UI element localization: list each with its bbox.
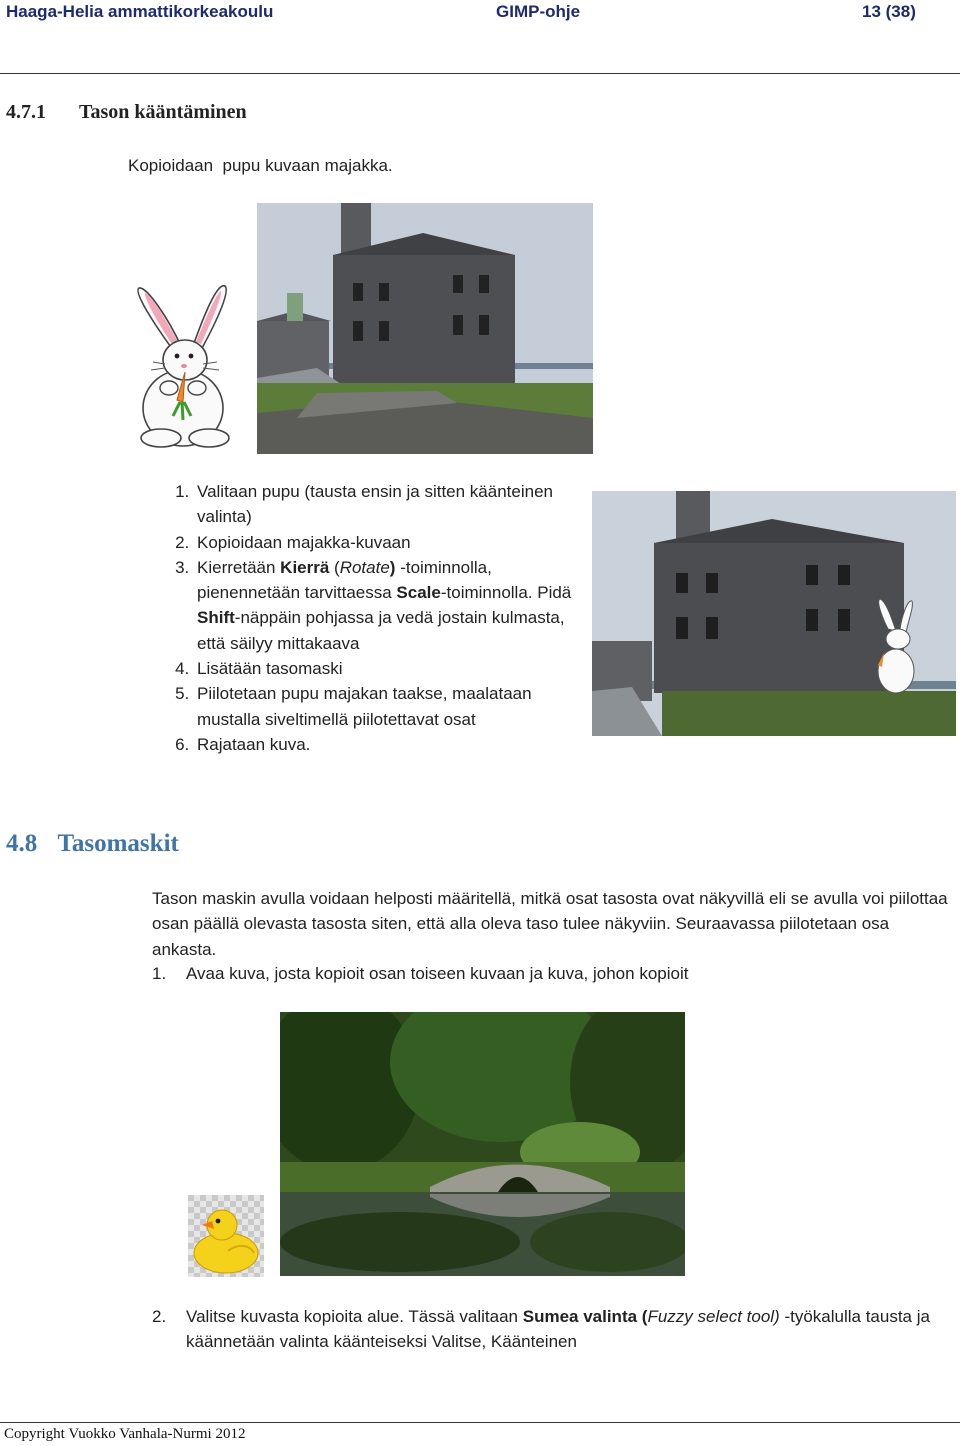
section-intro: Kopioidaan pupu kuvaan majakka. (128, 156, 393, 175)
bridge-photo (280, 1012, 685, 1276)
text-run: Piilotetaan pupu majakan taakse, maalataan mustalla siveltimellä piilotettavat osat (197, 684, 532, 729)
text-run: -työkalulla tausta ja käännetään valinta käänteiseksi Valitse, Käänteinen (186, 1307, 930, 1352)
step-2 (152, 1304, 952, 1355)
step-2-number: 2. (152, 1307, 167, 1326)
text-run: -toiminnolla. Pidä (440, 583, 572, 603)
text-run: Scale (396, 583, 441, 603)
header-doc-title: GIMP-ohje (496, 2, 581, 21)
section-heading-48 (6, 830, 179, 858)
steps-list (160, 479, 580, 757)
step-item (194, 530, 580, 555)
text-run: ( (329, 557, 340, 577)
lighthouse-with-bunny-photo (592, 491, 956, 736)
step-item (194, 732, 580, 757)
text-run: Rotate (339, 557, 390, 577)
step-item (194, 479, 580, 530)
footer-copyright: Copyright Vuokko Vanhala-Nurmi 2012 (4, 1426, 246, 1442)
text-run: Valitaan pupu (tausta ensin ja sitten käänteinen valinta) (197, 482, 553, 527)
section-title: Tasomaskit (57, 830, 179, 857)
step-1-text: Avaa kuva, josta kopioit osan toiseen kuvaan ja kuva, johon kopioit (186, 964, 689, 983)
step-item (194, 555, 580, 656)
section-title: Tason kääntäminen (79, 101, 247, 123)
text-run: Kierretään (197, 557, 281, 577)
text-run: Fuzzy select tool) (647, 1307, 780, 1326)
footer-rule (0, 1422, 960, 1423)
text-run: Kierrä (280, 557, 330, 577)
text-run: Rajataan kuva. (197, 734, 311, 754)
section-number: 4.8 (6, 830, 38, 857)
header-page-number: 13 (38) (862, 2, 916, 21)
lighthouse-photo (257, 203, 593, 454)
text-run: Valitse kuvasta kopioita alue. Tässä valitaan (186, 1307, 523, 1326)
tasomaskit-paragraph: Tason maskin avulla voidaan helposti määritellä, mitkä osat tasosta ovat näkyvillä eli se avulla voi piilottaa osan päällä olevasta tasosta siten, että alla oleva taso tulee näkyviin. Seuraavassa piilotetaan osa ankasta. (152, 889, 948, 959)
text-run: -toiminnolla, pienennetään tarvittaessa (197, 557, 492, 603)
step-1 (152, 961, 952, 986)
step-1-number: 1. (152, 964, 167, 983)
duck-image (188, 1195, 264, 1277)
section-heading-471 (6, 101, 247, 124)
step-2-text (186, 1304, 952, 1355)
step-item (194, 656, 580, 681)
header-org: Haaga-Helia ammattikorkeakoulu (6, 2, 274, 21)
text-run: Kopioidaan majakka-kuvaan (197, 532, 411, 552)
text-run: Lisätään tasomaski (197, 659, 343, 679)
text-run: -näppäin pohjassa ja vedä jostain kulmasta, että säilyy mittakaava (197, 608, 565, 653)
step-item (194, 681, 580, 732)
text-run: Sumea valinta ( (522, 1307, 648, 1326)
header-rule (0, 73, 960, 74)
section-number: 4.7.1 (6, 101, 46, 123)
text-run: Shift (197, 608, 235, 628)
bunny-image (125, 280, 243, 452)
text-run: ) (389, 557, 396, 577)
